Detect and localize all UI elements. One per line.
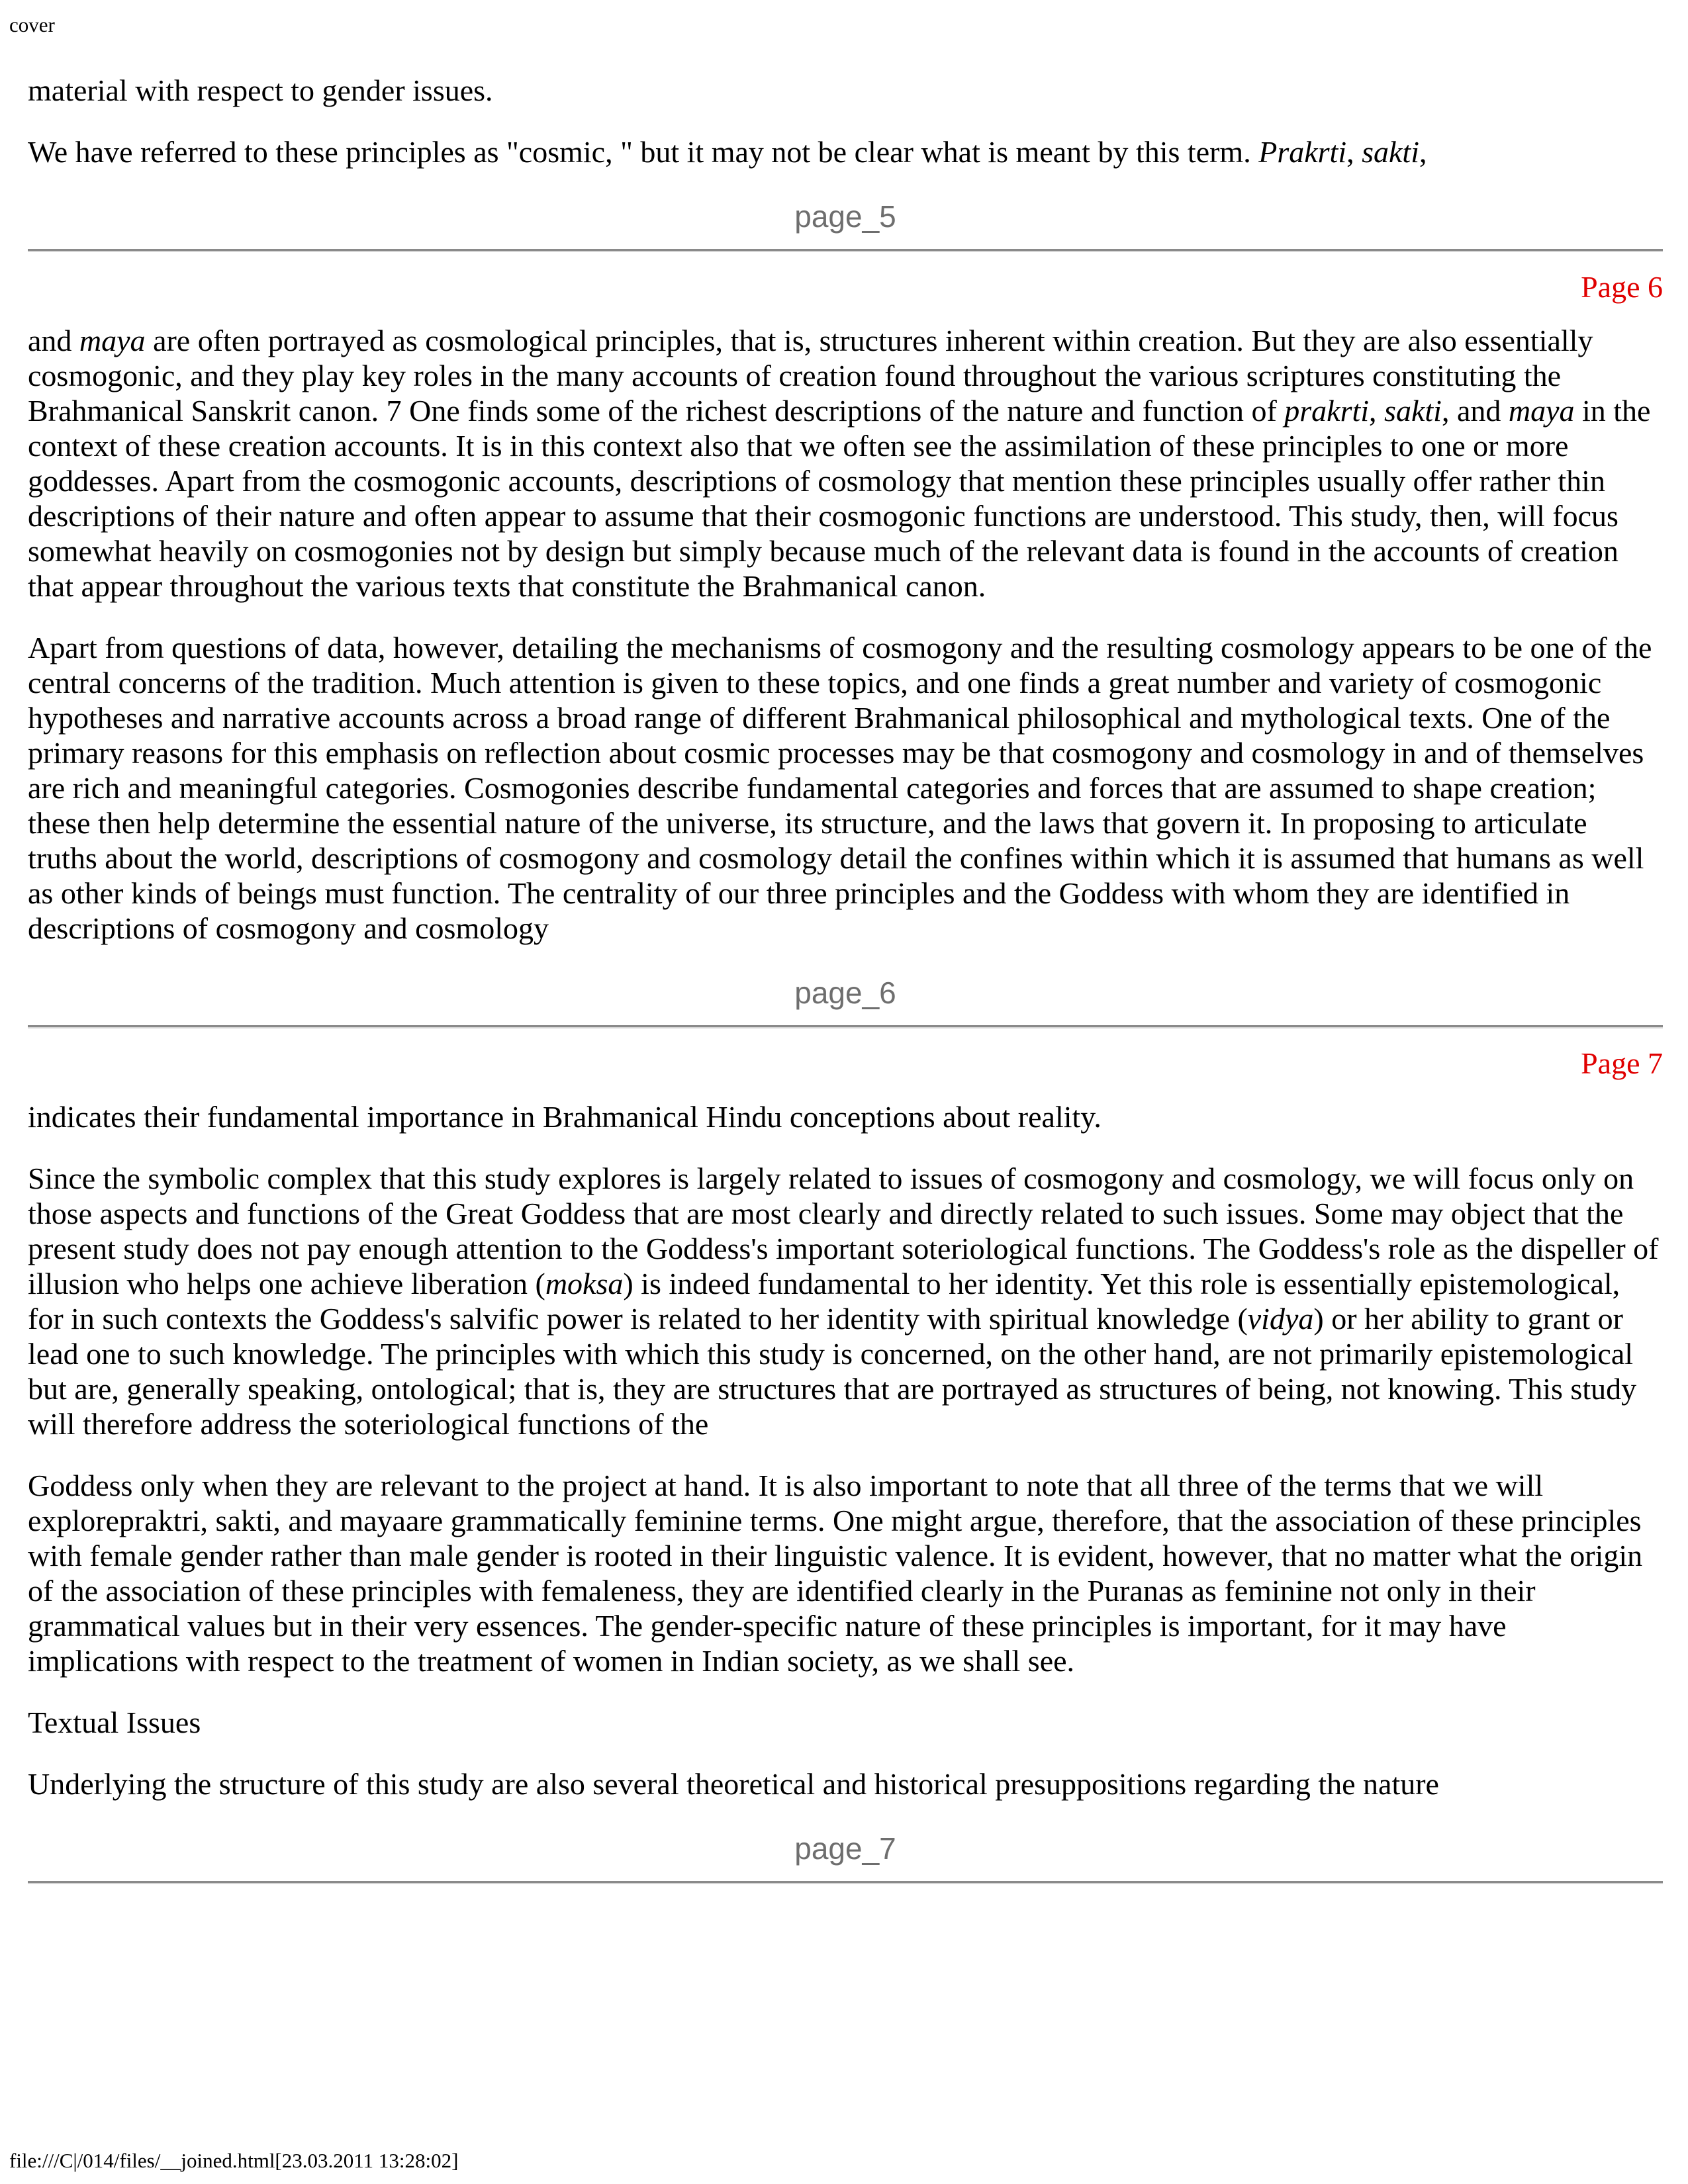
paragraph: We have referred to these principles as "cosmic, " but it may not be clear what is meant by this term. Prakrti, sakti, (28, 135, 1427, 169)
paragraph: Goddess only when they are relevant to the project at hand. It is also important to note that all three of the terms that we will explorepraktri, sakti, and mayaare grammatically feminine terms. One might argue, therefore, that the association of these principles with female gender rather than male gender is rooted in their linguistic valence. It is evident, however, that no matter what the origin of the association of these principles with femaleness, they are identified clearly in the Puranas as feminine not only in their grammatical values but in their very essences. The gender-specific nature of these principles is important, for it may have implications with respect to the treatment of women in Indian society, as we shall see. (28, 1469, 1643, 1678)
italic-term: sakti (1362, 135, 1419, 169)
italic-term: moksa (545, 1267, 624, 1300)
italic-term: vidya (1247, 1302, 1314, 1336)
paragraph: Underlying the structure of this study are also several theoretical and historical presuppositions regarding the nature (28, 1767, 1439, 1801)
page-5-section (28, 73, 1663, 252)
page-header-label: cover (9, 13, 55, 36)
footer-file-path: file:///C|/014/files/__joined.html[23.03.2011 13:28:02] (9, 2149, 459, 2172)
paragraph: indicates their fundamental importance in Brahmanical Hindu conceptions about reality. (28, 1100, 1102, 1134)
italic-term: prakrti (1284, 394, 1370, 428)
page-divider (28, 1025, 1663, 1028)
page-marker: page_5 (794, 199, 896, 234)
document-content (28, 73, 1663, 1901)
section-heading: Textual Issues (28, 1706, 201, 1739)
page-number-link[interactable]: Page 7 (1581, 1046, 1663, 1080)
page-7-section (28, 1046, 1663, 1884)
page-number-link[interactable]: Page 6 (1581, 270, 1663, 304)
page-6-section (28, 269, 1663, 1028)
paragraph: Apart from questions of data, however, detailing the mechanisms of cosmogony and the resulting cosmology appears to be one of the central concerns of the tradition. Much attention is given to these topics, and one finds a great number and variety of cosmogonic hypotheses and narrative accounts across a broad range of different Brahmanical philosophical and mythological texts. One of the primary reasons for this emphasis on reflection about cosmic processes may be that cosmogony and cosmology in and of themselves are rich and meaningful categories. Cosmogonies describe fundamental categories and forces that are assumed to shape creation; these then help determine the essential nature of the universe, its structure, and the laws that govern it. In proposing to articulate truths about the world, descriptions of cosmogony and cosmology detail the confines within which it is assumed that humans as well as other kinds of beings must function. The centrality of our three principles and the Goddess with whom they are identified in descriptions of cosmogony and cosmology (28, 631, 1652, 945)
page-divider (28, 249, 1663, 252)
page-divider (28, 1881, 1663, 1884)
page-marker: page_7 (794, 1831, 896, 1866)
italic-term: sakti (1384, 394, 1442, 428)
italic-term: maya (79, 324, 146, 357)
paragraph: and maya are often portrayed as cosmological principles, that is, structures inherent within creation. But they are also essentially cosmogonic, and they play key roles in the many accounts of creation found throughout the various scriptures constituting the Brahmanical Sanskrit canon. 7 One finds some of the richest descriptions of the nature and function of prakrti, sakti, and maya in the context of these creation accounts. It is in this context also that we often see the assimilation of these principles to one or more goddesses. Apart from the cosmogonic accounts, descriptions of cosmology that mention these principles usually offer rather thin descriptions of their nature and often appear to assume that their cosmogonic functions are understood. This study, then, will focus somewhat heavily on cosmogonies not by design but simply because much of the relevant data is found in the accounts of creation that appear throughout the various texts that constitute the Brahmanical canon. (28, 324, 1651, 603)
italic-term: maya (1508, 394, 1575, 428)
page-marker: page_6 (794, 976, 896, 1010)
paragraph: Since the symbolic complex that this study explores is largely related to issues of cosmogony and cosmology, we will focus only on those aspects and functions of the Great Goddess that are most clearly and directly related to such issues. Some may object that the present study does not pay enough attention to the Goddess's important soteriological functions. The Goddess's role as the dispeller of illusion who helps one achieve liberation (moksa) is indeed fundamental to her identity. Yet this role is essentially epistemological, for in such contexts the Goddess's salvific power is related to her identity with spiritual knowledge (vidya) or her ability to grant or lead one to such knowledge. The principles with which this study is concerned, on the other hand, are not primarily epistemological but are, generally speaking, ontological; that is, they are structures that are portrayed as structures of being, not knowing. This study will therefore address the soteriological functions of the (28, 1161, 1659, 1441)
italic-term: Prakrti (1258, 135, 1347, 169)
paragraph: material with respect to gender issues. (28, 73, 493, 107)
